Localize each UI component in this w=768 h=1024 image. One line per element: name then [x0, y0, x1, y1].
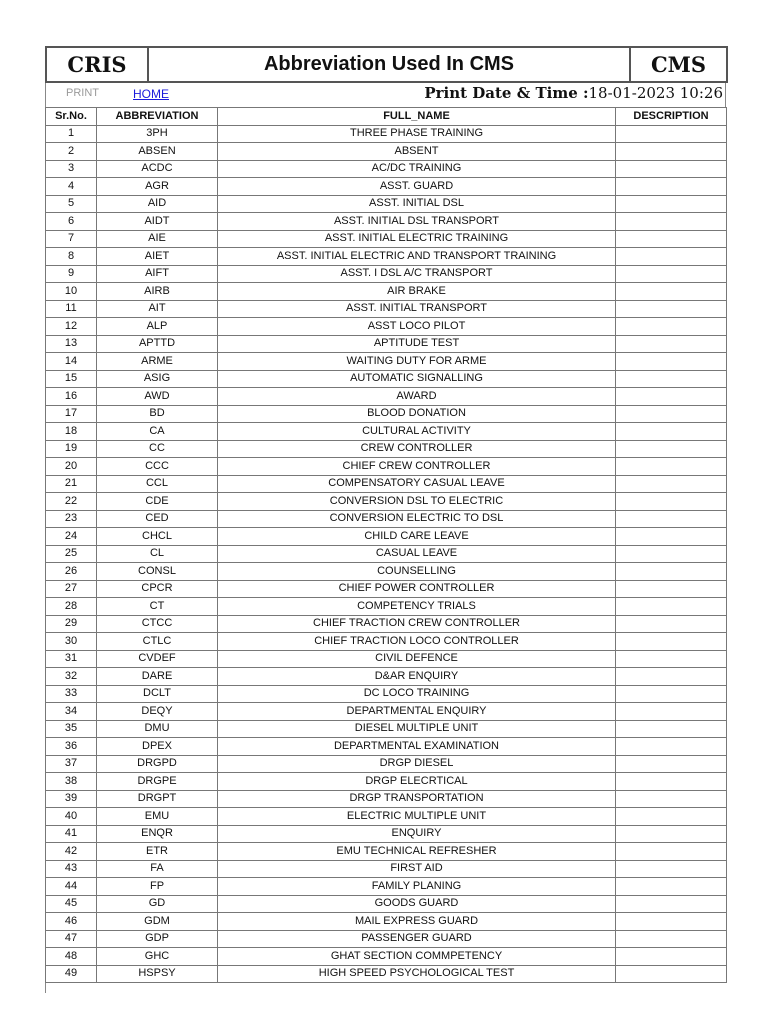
table-row [46, 283, 727, 301]
table-row [46, 248, 727, 266]
description-cell [616, 440, 727, 458]
table-header-row [46, 108, 727, 126]
abbreviation-cell: APTTD [97, 335, 218, 353]
sr-no-cell: 42 [46, 843, 97, 861]
abbreviation-cell: 3PH [97, 125, 218, 143]
abbreviation-cell: ACDC [97, 160, 218, 178]
description-cell [616, 598, 727, 616]
full-name-cell: CHIEF POWER CONTROLLER [218, 580, 616, 598]
report-header [45, 46, 728, 83]
abbreviation-cell: AGR [97, 178, 218, 196]
abbreviation-cell: CDE [97, 493, 218, 511]
abbreviation-cell: AIDT [97, 213, 218, 231]
description-cell [616, 878, 727, 896]
sr-no-cell: 28 [46, 598, 97, 616]
sr-no-cell: 44 [46, 878, 97, 896]
table-continuation [45, 983, 726, 993]
sr-no-cell: 18 [46, 423, 97, 441]
sr-no-cell: 40 [46, 808, 97, 826]
full-name-cell: CREW CONTROLLER [218, 440, 616, 458]
full-name-cell: FAMILY PLANING [218, 878, 616, 896]
abbreviation-cell: CT [97, 598, 218, 616]
sr-no-cell: 22 [46, 493, 97, 511]
abbreviation-cell: EMU [97, 808, 218, 826]
table-row [46, 948, 727, 966]
description-cell [616, 423, 727, 441]
abbreviation-cell: ENQR [97, 825, 218, 843]
full-name-cell: AWARD [218, 388, 616, 406]
full-name-cell: DRGP ELECRTICAL [218, 773, 616, 791]
full-name-cell: CHILD CARE LEAVE [218, 528, 616, 546]
table-row [46, 545, 727, 563]
table-row [46, 405, 727, 423]
description-cell [616, 790, 727, 808]
table-row [46, 143, 727, 161]
full-name-cell: CHIEF CREW CONTROLLER [218, 458, 616, 476]
abbreviation-cell: AWD [97, 388, 218, 406]
sr-no-cell: 11 [46, 300, 97, 318]
sr-no-cell: 6 [46, 213, 97, 231]
full-name-cell: MAIL EXPRESS GUARD [218, 913, 616, 931]
table-row [46, 773, 727, 791]
table-row [46, 860, 727, 878]
abbreviation-cell: ABSEN [97, 143, 218, 161]
table-row [46, 790, 727, 808]
full-name-cell: DC LOCO TRAINING [218, 685, 616, 703]
table-row [46, 388, 727, 406]
print-toolbar [45, 83, 726, 107]
table-row [46, 335, 727, 353]
sr-no-cell: 4 [46, 178, 97, 196]
full-name-cell: COMPENSATORY CASUAL LEAVE [218, 475, 616, 493]
full-name-cell: FIRST AID [218, 860, 616, 878]
sr-no-cell: 26 [46, 563, 97, 581]
table-row [46, 825, 727, 843]
column-header: DESCRIPTION [616, 108, 727, 126]
description-cell [616, 633, 727, 651]
full-name-cell: CIVIL DEFENCE [218, 650, 616, 668]
sr-no-cell: 36 [46, 738, 97, 756]
full-name-cell: DRGP TRANSPORTATION [218, 790, 616, 808]
abbreviation-cell: AIET [97, 248, 218, 266]
description-cell [616, 283, 727, 301]
table-row [46, 353, 727, 371]
abbreviation-cell: BD [97, 405, 218, 423]
description-cell [616, 685, 727, 703]
description-cell [616, 230, 727, 248]
full-name-cell: DRGP DIESEL [218, 755, 616, 773]
sr-no-cell: 33 [46, 685, 97, 703]
full-name-cell: GHAT SECTION COMMPETENCY [218, 948, 616, 966]
full-name-cell: ABSENT [218, 143, 616, 161]
abbreviation-cell: CL [97, 545, 218, 563]
full-name-cell: ASST. INITIAL TRANSPORT [218, 300, 616, 318]
table-row [46, 598, 727, 616]
table-row [46, 230, 727, 248]
description-cell [616, 475, 727, 493]
sr-no-cell: 25 [46, 545, 97, 563]
full-name-cell: ASST. INITIAL ELECTRIC AND TRANSPORT TRAINING [218, 248, 616, 266]
table-row [46, 125, 727, 143]
full-name-cell: HIGH SPEED PSYCHOLOGICAL TEST [218, 965, 616, 983]
table-row [46, 300, 727, 318]
full-name-cell: APTITUDE TEST [218, 335, 616, 353]
sr-no-cell: 10 [46, 283, 97, 301]
sr-no-cell: 16 [46, 388, 97, 406]
description-cell [616, 388, 727, 406]
sr-no-cell: 24 [46, 528, 97, 546]
abbreviation-cell: GDP [97, 930, 218, 948]
description-cell [616, 615, 727, 633]
description-cell [616, 335, 727, 353]
full-name-cell: ELECTRIC MULTIPLE UNIT [218, 808, 616, 826]
sr-no-cell: 39 [46, 790, 97, 808]
print-date-time [424, 84, 723, 102]
description-cell [616, 458, 727, 476]
abbreviation-cell: DEQY [97, 703, 218, 721]
description-cell [616, 160, 727, 178]
print-date-label: Print Date & Time : [424, 84, 589, 102]
description-cell [616, 265, 727, 283]
description-cell [616, 738, 727, 756]
table-row [46, 895, 727, 913]
sr-no-cell: 2 [46, 143, 97, 161]
description-cell [616, 843, 727, 861]
sr-no-cell: 45 [46, 895, 97, 913]
full-name-cell: CHIEF TRACTION LOCO CONTROLLER [218, 633, 616, 651]
abbreviation-cell: DMU [97, 720, 218, 738]
sr-no-cell: 30 [46, 633, 97, 651]
description-cell [616, 825, 727, 843]
sr-no-cell: 41 [46, 825, 97, 843]
abbreviation-cell: ASIG [97, 370, 218, 388]
sr-no-cell: 48 [46, 948, 97, 966]
abbreviation-cell: CTLC [97, 633, 218, 651]
sr-no-cell: 7 [46, 230, 97, 248]
abbreviation-table [45, 107, 727, 983]
description-cell [616, 930, 727, 948]
sr-no-cell: 49 [46, 965, 97, 983]
table-row [46, 650, 727, 668]
full-name-cell: ASST. INITIAL DSL TRANSPORT [218, 213, 616, 231]
description-cell [616, 948, 727, 966]
abbreviation-cell: CCC [97, 458, 218, 476]
description-cell [616, 563, 727, 581]
abbreviation-cell: CPCR [97, 580, 218, 598]
description-cell [616, 528, 727, 546]
sr-no-cell: 27 [46, 580, 97, 598]
sr-no-cell: 31 [46, 650, 97, 668]
sr-no-cell: 3 [46, 160, 97, 178]
report-page [45, 46, 726, 993]
full-name-cell: COUNSELLING [218, 563, 616, 581]
full-name-cell: WAITING DUTY FOR ARME [218, 353, 616, 371]
sr-no-cell: 35 [46, 720, 97, 738]
description-cell [616, 300, 727, 318]
sr-no-cell: 8 [46, 248, 97, 266]
description-cell [616, 125, 727, 143]
full-name-cell: ASST. I DSL A/C TRANSPORT [218, 265, 616, 283]
sr-no-cell: 9 [46, 265, 97, 283]
home-link[interactable]: HOME [133, 87, 169, 101]
table-body [46, 125, 727, 983]
sr-no-cell: 20 [46, 458, 97, 476]
sr-no-cell: 1 [46, 125, 97, 143]
full-name-cell: AIR BRAKE [218, 283, 616, 301]
abbreviation-cell: GD [97, 895, 218, 913]
table-row [46, 475, 727, 493]
table-row [46, 703, 727, 721]
sr-no-cell: 38 [46, 773, 97, 791]
description-cell [616, 143, 727, 161]
sr-no-cell: 47 [46, 930, 97, 948]
description-cell [616, 808, 727, 826]
table-row [46, 195, 727, 213]
full-name-cell: DEPARTMENTAL EXAMINATION [218, 738, 616, 756]
table-row [46, 580, 727, 598]
sr-no-cell: 29 [46, 615, 97, 633]
description-cell [616, 860, 727, 878]
abbreviation-cell: GHC [97, 948, 218, 966]
abbreviation-cell: CA [97, 423, 218, 441]
full-name-cell: COMPETENCY TRIALS [218, 598, 616, 616]
sr-no-cell: 19 [46, 440, 97, 458]
table-row [46, 685, 727, 703]
abbreviation-cell: DCLT [97, 685, 218, 703]
description-cell [616, 703, 727, 721]
table-row [46, 720, 727, 738]
table-row [46, 160, 727, 178]
sr-no-cell: 23 [46, 510, 97, 528]
abbreviation-cell: ARME [97, 353, 218, 371]
column-header: FULL_NAME [218, 108, 616, 126]
table-row [46, 563, 727, 581]
full-name-cell: CHIEF TRACTION CREW CONTROLLER [218, 615, 616, 633]
abbreviation-cell: FP [97, 878, 218, 896]
description-cell [616, 493, 727, 511]
abbreviation-cell: ETR [97, 843, 218, 861]
table-row [46, 440, 727, 458]
abbreviation-cell: CC [97, 440, 218, 458]
abbreviation-cell: DPEX [97, 738, 218, 756]
description-cell [616, 370, 727, 388]
full-name-cell: D&AR ENQUIRY [218, 668, 616, 686]
table-row [46, 615, 727, 633]
full-name-cell: EMU TECHNICAL REFRESHER [218, 843, 616, 861]
full-name-cell: DEPARTMENTAL ENQUIRY [218, 703, 616, 721]
table-row [46, 930, 727, 948]
sr-no-cell: 17 [46, 405, 97, 423]
description-cell [616, 773, 727, 791]
abbreviation-cell: CVDEF [97, 650, 218, 668]
table-row [46, 633, 727, 651]
abbreviation-cell: HSPSY [97, 965, 218, 983]
abbreviation-cell: CCL [97, 475, 218, 493]
full-name-cell: ASST. INITIAL ELECTRIC TRAINING [218, 230, 616, 248]
description-cell [616, 178, 727, 196]
description-cell [616, 405, 727, 423]
full-name-cell: ASST. GUARD [218, 178, 616, 196]
abbreviation-cell: GDM [97, 913, 218, 931]
sr-no-cell: 15 [46, 370, 97, 388]
abbreviation-cell: CED [97, 510, 218, 528]
description-cell [616, 668, 727, 686]
abbreviation-cell: DRGPT [97, 790, 218, 808]
full-name-cell: ENQUIRY [218, 825, 616, 843]
table-row [46, 318, 727, 336]
full-name-cell: CASUAL LEAVE [218, 545, 616, 563]
sr-no-cell: 46 [46, 913, 97, 931]
full-name-cell: CONVERSION ELECTRIC TO DSL [218, 510, 616, 528]
sr-no-cell: 13 [46, 335, 97, 353]
full-name-cell: CONVERSION DSL TO ELECTRIC [218, 493, 616, 511]
description-cell [616, 913, 727, 931]
description-cell [616, 755, 727, 773]
abbreviation-cell: AID [97, 195, 218, 213]
full-name-cell: BLOOD DONATION [218, 405, 616, 423]
full-name-cell: AUTOMATIC SIGNALLING [218, 370, 616, 388]
column-header: Sr.No. [46, 108, 97, 126]
table-row [46, 668, 727, 686]
abbreviation-cell: AIE [97, 230, 218, 248]
abbreviation-cell: CHCL [97, 528, 218, 546]
cms-label: CMS [630, 47, 727, 82]
description-cell [616, 650, 727, 668]
abbreviation-cell: DRGPD [97, 755, 218, 773]
description-cell [616, 720, 727, 738]
table-row [46, 913, 727, 931]
table-row [46, 178, 727, 196]
sr-no-cell: 12 [46, 318, 97, 336]
full-name-cell: DIESEL MULTIPLE UNIT [218, 720, 616, 738]
sr-no-cell: 5 [46, 195, 97, 213]
table-row [46, 265, 727, 283]
description-cell [616, 895, 727, 913]
abbreviation-cell: ALP [97, 318, 218, 336]
description-cell [616, 510, 727, 528]
abbreviation-cell: AIT [97, 300, 218, 318]
column-header: ABBREVIATION [97, 108, 218, 126]
abbreviation-cell: AIFT [97, 265, 218, 283]
sr-no-cell: 32 [46, 668, 97, 686]
full-name-cell: AC/DC TRAINING [218, 160, 616, 178]
sr-no-cell: 21 [46, 475, 97, 493]
table-row [46, 738, 727, 756]
description-cell [616, 545, 727, 563]
abbreviation-cell: DARE [97, 668, 218, 686]
sr-no-cell: 43 [46, 860, 97, 878]
sr-no-cell: 34 [46, 703, 97, 721]
abbreviation-cell: CTCC [97, 615, 218, 633]
description-cell [616, 248, 727, 266]
description-cell [616, 318, 727, 336]
table-row [46, 528, 727, 546]
full-name-cell: ASST. INITIAL DSL [218, 195, 616, 213]
full-name-cell: THREE PHASE TRAINING [218, 125, 616, 143]
description-cell [616, 213, 727, 231]
abbreviation-cell: DRGPE [97, 773, 218, 791]
table-row [46, 213, 727, 231]
table-row [46, 755, 727, 773]
description-cell [616, 965, 727, 983]
table-row [46, 493, 727, 511]
table-row [46, 878, 727, 896]
sr-no-cell: 37 [46, 755, 97, 773]
abbreviation-cell: AIRB [97, 283, 218, 301]
cris-label: CRIS [46, 47, 148, 82]
table-row [46, 843, 727, 861]
full-name-cell: ASST LOCO PILOT [218, 318, 616, 336]
abbreviation-cell: FA [97, 860, 218, 878]
abbreviation-cell: CONSL [97, 563, 218, 581]
print-date-value: 18-01-2023 10:26 [588, 84, 723, 102]
table-row [46, 423, 727, 441]
full-name-cell: CULTURAL ACTIVITY [218, 423, 616, 441]
full-name-cell: PASSENGER GUARD [218, 930, 616, 948]
sr-no-cell: 14 [46, 353, 97, 371]
page-title: Abbreviation Used In CMS [148, 47, 630, 82]
description-cell [616, 195, 727, 213]
table-row [46, 458, 727, 476]
table-row [46, 510, 727, 528]
print-link[interactable]: PRINT [66, 87, 99, 99]
table-row [46, 808, 727, 826]
full-name-cell: GOODS GUARD [218, 895, 616, 913]
table-row [46, 370, 727, 388]
description-cell [616, 580, 727, 598]
table-row [46, 965, 727, 983]
description-cell [616, 353, 727, 371]
